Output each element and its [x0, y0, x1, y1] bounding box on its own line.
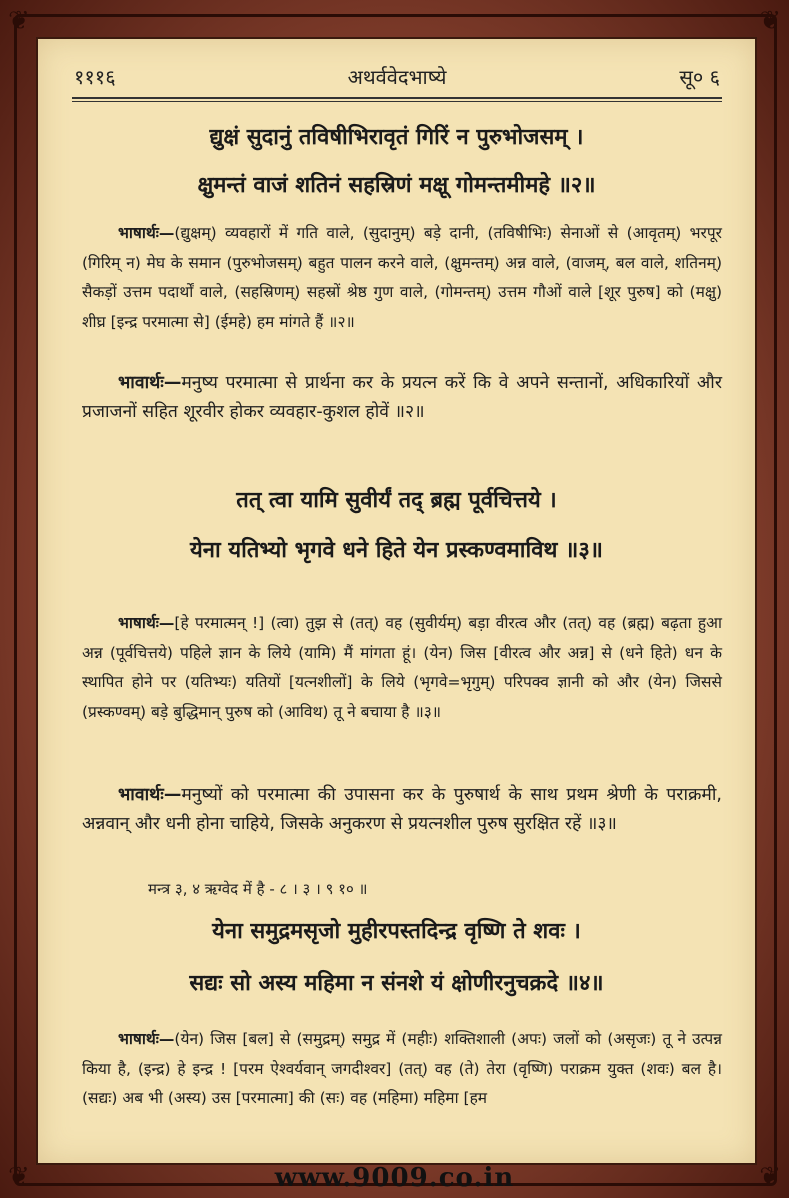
mantra-3-line-1: तत् त्वा यामि सुवीर्यं तद् ब्रह्म पूर्वचित्तये । — [236, 488, 557, 513]
corner-ornament-icon: ❦ — [8, 1162, 30, 1192]
corner-ornament-icon: ❦ — [759, 1162, 781, 1192]
bhavartha-2 — [82, 369, 722, 427]
mantra-3-line-2: येना यतिभ्यो भृगवे धने हिते येन प्रस्कण्वमाविथ ॥३॥ — [190, 538, 603, 563]
padartha-label: भाषार्थः— — [118, 614, 175, 632]
padartha-text: [हे परमात्मन् !] (त्वा) तुझ से (तत्) वह (सुवीर्यम्) बड़ा वीरत्व और (तत्) वह (ब्रह्म) बढ़ता हुआ अन्न (पूर्वचित्तये) पहिले ज्ञान के लिये (यामि) मैं मांगता हूं। (येन) जिस [वीरत्व और अन्न] से (धने हिते) धन के स्थापित होने पर (यतिभ्यः) यतियों [यत्नशीलों] के लिये (भृगवे=भृगुम्) परिपक्व ज्ञानी को और (येन) जिससे (प्रस्कण्वम्) बड़े बुद्धिमान् पुरुष को (आविथ) तू ने बचाया है ॥३॥ — [82, 614, 722, 721]
header-rule — [72, 101, 722, 102]
bhavartha-3 — [82, 781, 722, 839]
padartha-2 — [82, 219, 722, 337]
mantra-2-line-1: द्युक्षं सुदानुं तविषीभिरावृतं गिरिं न पुरुभोजसम् । — [209, 125, 584, 150]
page-number: १११६ — [74, 65, 116, 89]
padartha-text: (द्युक्षम्) व्यवहारों में गति वाले, (सुदानुम्) बड़े दानी, (तविषीभिः) सेनाओं से (आवृतम्) भरपूर (गिरिम् न) मेघ के समान (पुरुभोजसम्) बहुत पालन करने वाले, (क्षुमन्तम्) अन्न वाले, (वाजम्, बल वाले, शतिनम्) सैकड़ों उत्तम पदार्थों वाले, (सहस्रिणम्) सहस्रों श्रेष्ठ गुण वाले, (गोमन्तम्) उत्तम गौओं वाले [शूर पुरुष] को (मक्षु) शीघ्र [इन्द्र परमात्मा से] (ईमहे) हम मांगते हैं ॥२॥ — [82, 224, 722, 331]
bhavartha-label: भावार्थः— — [118, 373, 182, 393]
mantra-2-line-2: क्षुमन्तं वाजं शतिनं सहस्रिणं मक्षू गोमन्तमीमहे ॥२॥ — [197, 173, 596, 198]
mantra-4-line-1: येना समुद्रमसृजो मुहीरपस्तदिन्द्र वृष्णि ते शवः । — [212, 919, 581, 944]
padartha-text: (येन) जिस [बल] से (समुद्रम्) समुद्र में (महीः) शक्तिशाली (अपः) जलों को (असृजः) तू ने उत्पन्न किया है, (इन्द्र) हे इन्द्र ! [परम ऐश्वर्यवान् जगदीश्वर] (तत्) वह (ते) तेरा (वृष्णि) पराक्रम युक्त (शवः) बल है। (सद्यः) अब भी (अस्य) उस [परमात्मा] की (सः) वह (महिमा) महिमा [हम — [82, 1030, 722, 1107]
rigveda-reference: मन्त्र ३, ४ ऋग्वेद में है - ८ । ३ । ९ १० ॥ — [148, 880, 368, 898]
header-rule — [72, 97, 722, 99]
padartha-label: भाषार्थः— — [118, 1030, 175, 1048]
book-title: अथर्ववेदभाष्ये — [347, 65, 447, 89]
page-header — [74, 63, 720, 93]
corner-ornament-icon: ❦ — [759, 6, 781, 36]
padartha-label: भाषार्थः— — [118, 224, 175, 242]
mantra-4-line-2: सद्यः सो अस्य महिमा न संनशे यं क्षोणीरनुचक्रदे ॥४॥ — [189, 971, 604, 996]
bhavartha-label: भावार्थः— — [118, 785, 182, 805]
bhavartha-text: मनुष्यों को परमात्मा की उपासना कर के पुरुषार्थ के साथ प्रथम श्रेणी के पराक्रमी, अन्नवान् और धनी होना चाहिये, जिसके अनुकरण से प्रयत्नशील पुरुष सुरक्षित रहें ॥३॥ — [82, 785, 722, 834]
padartha-4 — [82, 1025, 722, 1114]
website-watermark: www.9009.co.in — [274, 1163, 515, 1193]
corner-ornament-icon: ❦ — [8, 6, 30, 36]
book-page — [36, 37, 757, 1165]
sukta-number: सू० ६ — [679, 65, 720, 89]
padartha-3 — [82, 609, 722, 727]
bhavartha-text: मनुष्य परमात्मा से प्रार्थना कर के प्रयत्न करें कि वे अपने सन्तानों, अधिकारियों और प्रजाजनों सहित शूरवीर होकर व्यवहार-कुशल होवें ॥२॥ — [82, 373, 722, 422]
